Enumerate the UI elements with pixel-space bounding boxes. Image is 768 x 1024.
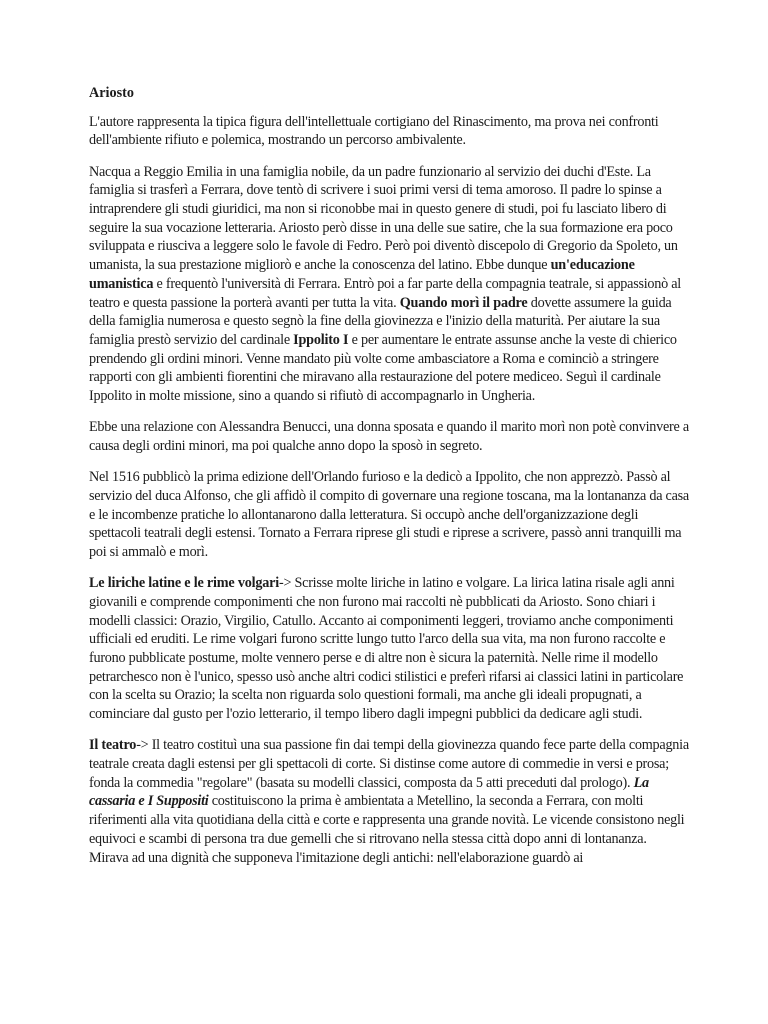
text-run: Nacqua a Reggio Emilia in una famiglia nobile, da un padre funzionario al servizio dei duchi d'Este. La famiglia si trasferì a Ferrara, dove tentò di scrivere i suoi primi versi di tema amoroso. Il padre lo spinse a intraprendere gli studi giuridici, ma non si riconobbe mai in questo genere di studi, poi fu lasciato libero di seguire la sua vocazione letteraria. Ariosto però disse in una delle sue satire, che la sua formazione era poco sviluppata e riusciva a leggere solo le favole di Fedro. Però poi diventò discepolo di Gregorio da Spoleto, un umanista, la sua prestazione migliorò e anche la conoscenza del latino. Ebbe dunque (89, 163, 678, 274)
bold-phrase: un'educazione umanistica (89, 257, 635, 292)
paragraph-liriche (89, 574, 689, 724)
text-run: dovette assumere la guida della famiglia numerosa e questo segnò la fine della giovinezza e l'inizio della maturità. Per aiutare la sua famiglia prestò servizio del cardinale (89, 294, 672, 348)
document-page (89, 84, 689, 880)
bold-phrase: Quando morì il padre (399, 294, 528, 311)
document-title: Ariosto (89, 85, 134, 101)
text-run: -> Il teatro costituì una sua passione fin dai tempi della giovinezza quando fece parte della compagnia teatrale creata dagli estensi per gli spettacoli di corte. Si distinse come autore di commedie in versi e prosa; fonda la commedia "regolare" (basata su modelli classici, composta da 5 atti preceduti dal prologo). (89, 737, 689, 791)
text-run: e frequentò l'università di Ferrara. Entrò poi a far parte della compagnia teatrale, si appassionò al teatro e questa passione la porterà avanti per tutta la vita. (89, 275, 682, 311)
bold-phrase: Ippolito I (293, 331, 349, 348)
text-run: e per aumentare le entrate assunse anche la veste di chierico prendendo gli ordini minori. Venne mandato più volte come ambasciatore a Roma e cominciò a stringere rapporti con gli ambienti fiorentini che miravano alla restaurazione del potere mediceo. Seguì il cardinale Ippolito in molte missione, sino a quando si rifiutò di accompagnarlo in Ungheria. (89, 331, 677, 405)
text-run: -> Scrisse molte liriche in latino e volgare. La lirica latina risale agli anni giovanili e comprende componimenti che non furono mai raccolti nè pubblicati da Ariosto. Sono chiari i modelli classici: Orazio, Virgilio, Catullo. Accanto ai componimenti leggeri, troviamo anche componimenti ufficiali ed eruditi. Le rime volgari furono scritte lungo tutto l'arco della sua vita, ma non furono raccolte e furono pubblicate postume, molte vennero perse e di altre non è sicura la paternità. Nelle rime il modello petrarchesco non è l'unico, spesso usò anche altri codici stilistici e preferì rifarsi ai classici latini in particolare con la scelta su Orazio; la scelta non riguarda solo questioni formali, ma anche gli ideali propugnati, a cominciare dal gusto per l'ozio letterario, il tempo libero dagli impegni pubblici da dedicare agli studi. (89, 575, 684, 723)
paragraph-relationship: Ebbe una relazione con Alessandra Benucci, una donna sposata e quando il marito morì non potè convinvere a causa degli ordini minori, ma poi qualche anno dopo la sposò in segreto. (89, 419, 689, 454)
section-heading: Il teatro (89, 737, 137, 754)
bold-italic-title: La cassaria e I Suppositi (89, 774, 649, 810)
section-heading: Le liriche latine e le rime volgari (89, 575, 279, 592)
paragraph-intro: L'autore rappresenta la tipica figura dell'intellettuale cortigiano del Rinascimento, ma prova nei confronti dell'ambiente rifiuto e polemica, mostrando un percorso ambivalente. (89, 113, 659, 149)
paragraph-orlando-furioso: Nel 1516 pubblicò la prima edizione dell'Orlando furioso e la dedicò a Ippolito, che non apprezzò. Passò al servizio del duca Alfonso, che gli affidò il compito di governare una regione toscana, ma la lontananza da casa e le incombenze pratiche lo allontanarono dalla letteratura. Si occupò anche dell'organizzazione degli spettacoli teatrali degli estensi. Tornato a Ferrara riprese gli studi e riprese a scrivere, passò anni tranquilli ma poi si ammalò e morì. (89, 469, 689, 560)
paragraph-teatro (89, 736, 689, 867)
paragraph-biography (89, 163, 689, 406)
text-run: costituiscono la prima è ambientata a Metellino, la seconda a Ferrara, con molti riferimenti alla vita quotidiana della città e corte e rappresenta una grande novità. Le vicende consistono negli equivoci e scambi di persona tra due gemelli che si ritrovano nella stessa città dopo anni di lontananza. Mirava ad una dignità che supponeva l'imitazione degli antichi: nell'elaborazione guardò ai (89, 793, 685, 866)
